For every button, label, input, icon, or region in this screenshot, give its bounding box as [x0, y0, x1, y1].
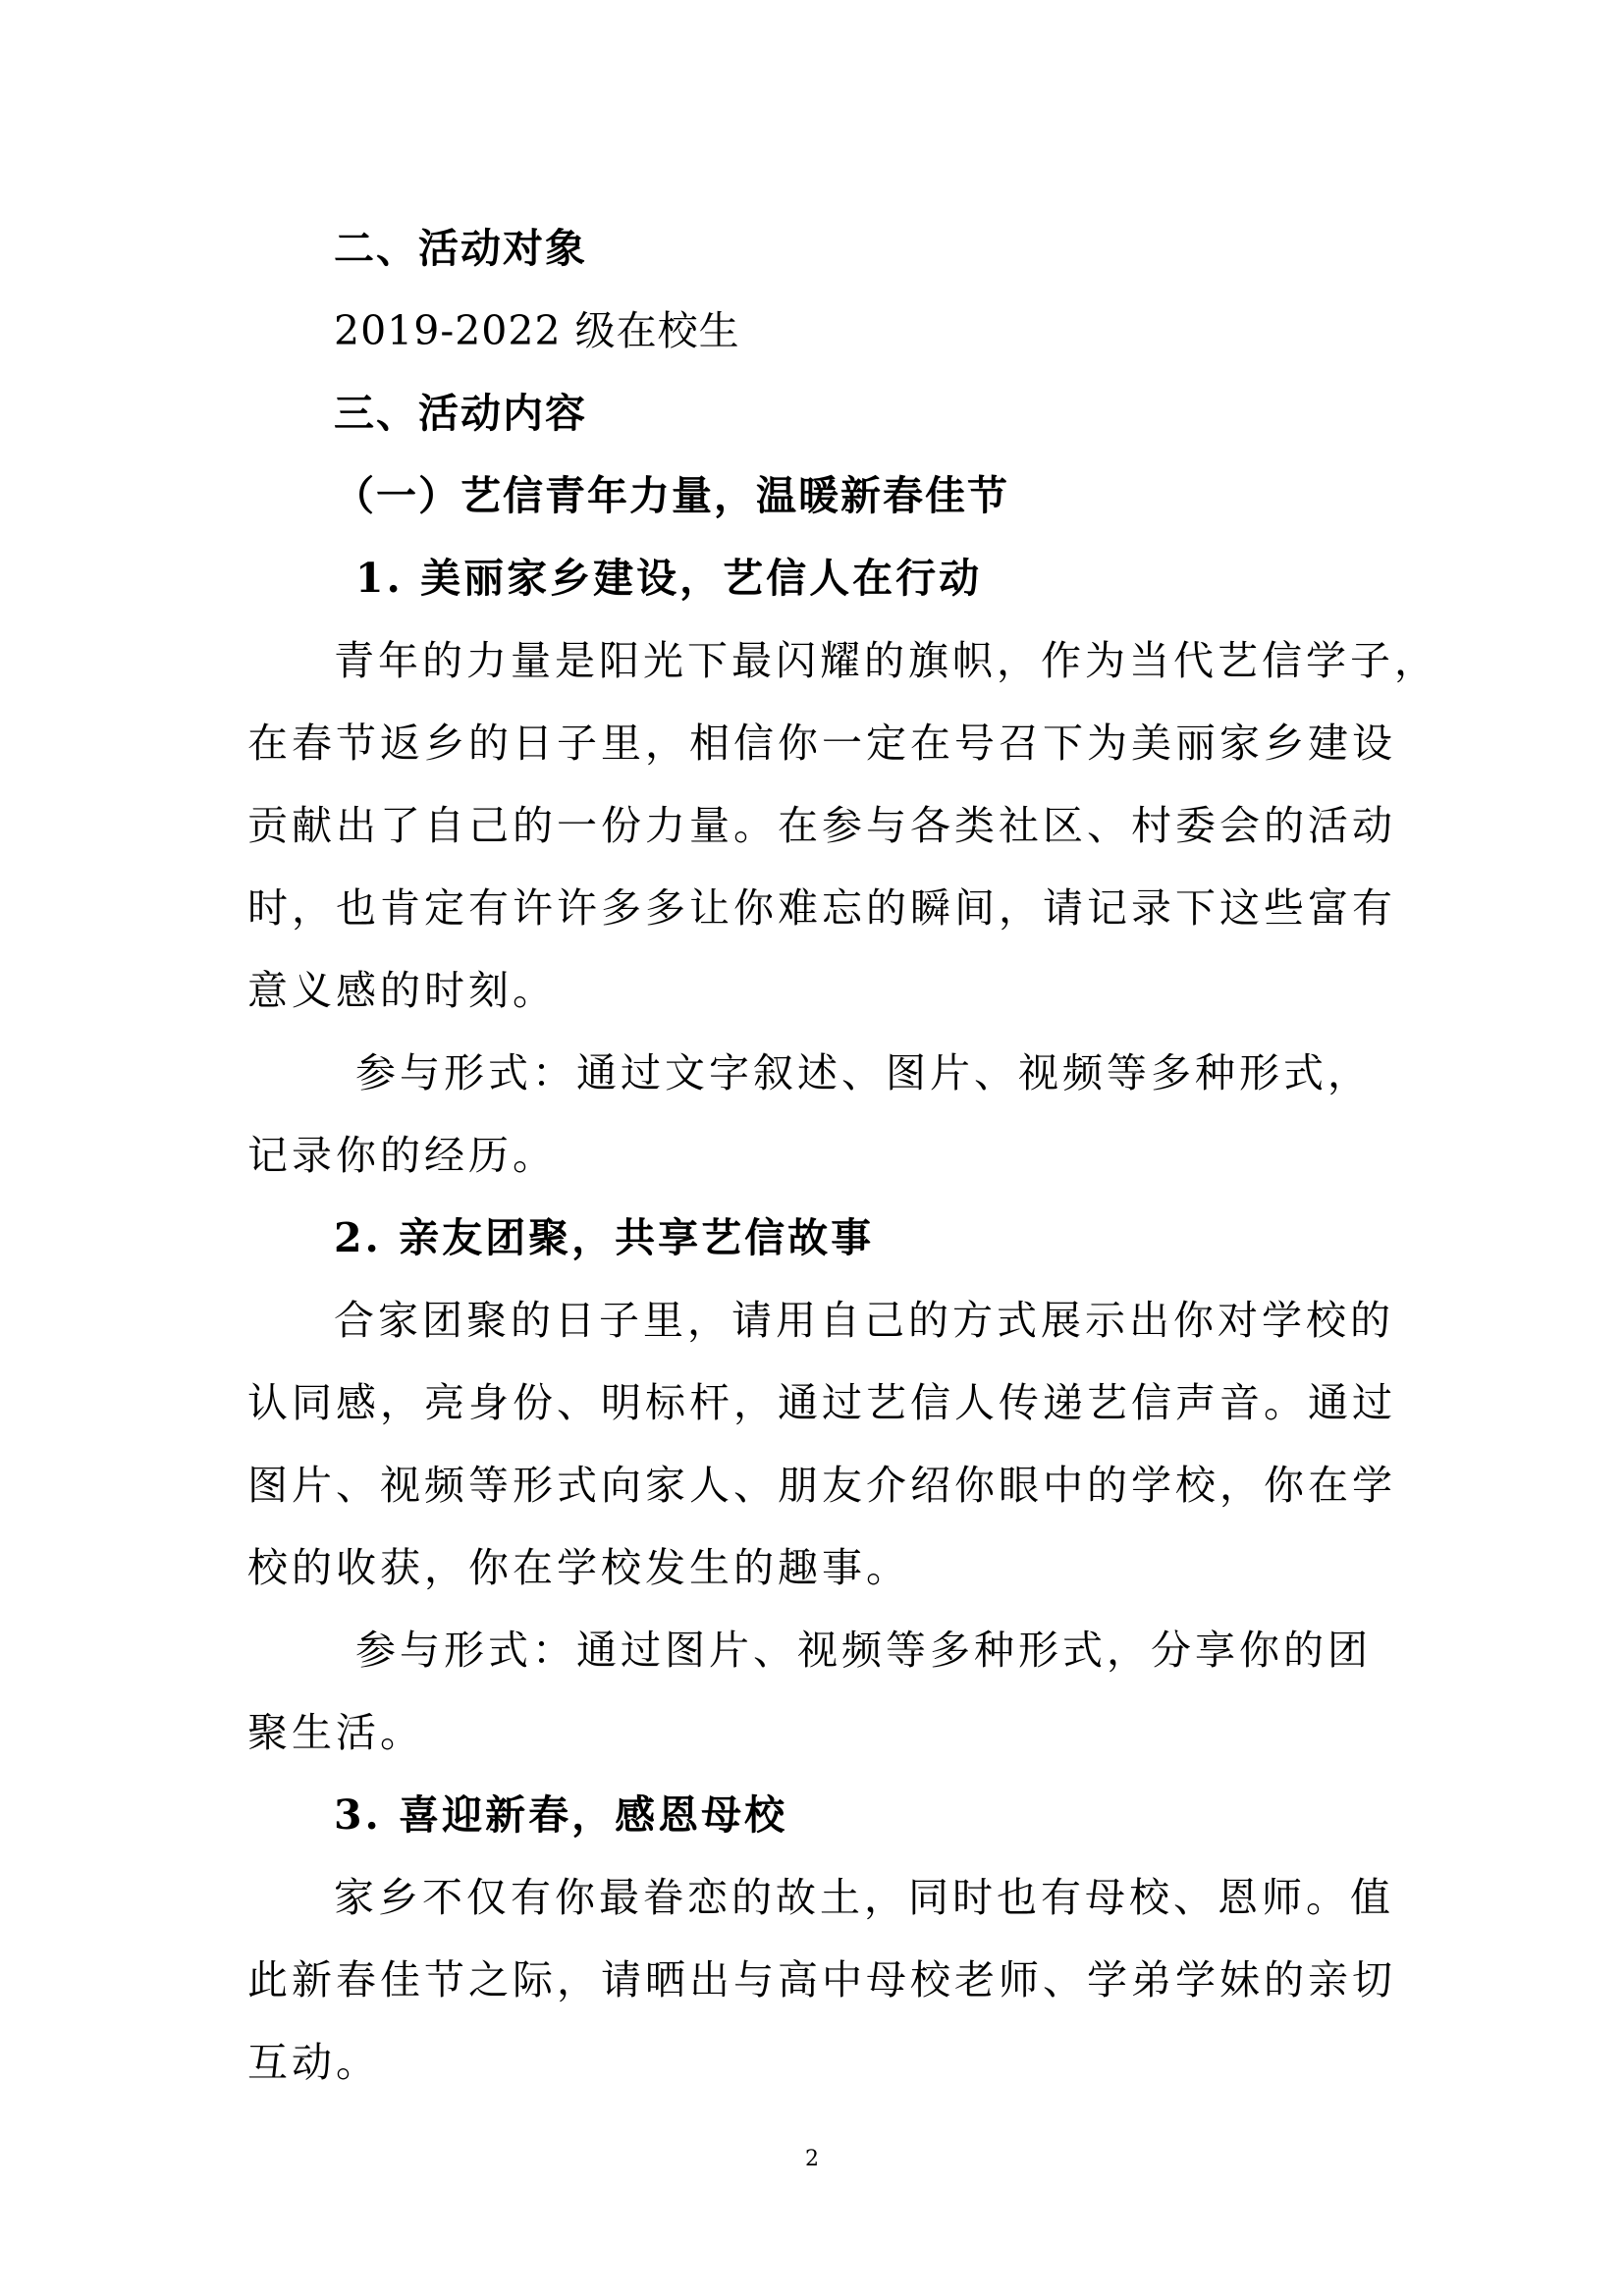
item-1-heading: 1. 美丽家乡建设，艺信人在行动	[355, 555, 983, 602]
item-1-form-line: 参与形式：通过文字叙述、图片、视频等多种形式，	[355, 1049, 1372, 1096]
item-2-form-line: 参与形式：通过图片、视频等多种形式，分享你的团	[355, 1627, 1372, 1674]
item-3-paragraph-line: 此新春佳节之际，请晒出与高中母校老师、学弟学妹的亲切	[247, 1956, 1396, 2003]
item-2-paragraph-line: 图片、视频等形式向家人、朋友介绍你眼中的学校，你在学	[247, 1462, 1396, 1509]
item-3-paragraph-line: 互动。	[247, 2039, 380, 2086]
item-1-form-line: 记录你的经历。	[247, 1132, 557, 1179]
item-1-paragraph-line: 贡献出了自己的一份力量。在参与各类社区、村委会的活动	[247, 802, 1396, 849]
page-number: 2	[805, 2147, 819, 2171]
item-1-paragraph-line: 意义感的时刻。	[247, 967, 557, 1014]
section-2-heading: 二、活动对象	[334, 225, 587, 272]
item-1-paragraph-line: 时，也肯定有许许多多让你难忘的瞬间，请记录下这些富有	[247, 884, 1396, 932]
part-1-heading: （一）艺信青年力量，温暖新春佳节	[334, 472, 1009, 519]
section-2-text: 2019-2022 级在校生	[334, 307, 740, 354]
item-3-heading: 3. 喜迎新春，感恩母校	[334, 1791, 788, 1839]
item-2-paragraph-line: 认同感，亮身份、明标杆，通过艺信人传递艺信声音。通过	[247, 1379, 1396, 1426]
item-3-paragraph-line: 家乡不仅有你最眷恋的故土，同时也有母校、恩师。值	[334, 1874, 1394, 1921]
section-3-heading: 三、活动内容	[334, 390, 587, 437]
item-2-paragraph-line: 校的收获，你在学校发生的趣事。	[247, 1544, 910, 1591]
item-2-heading: 2. 亲友团聚，共享艺信故事	[334, 1214, 875, 1261]
item-1-paragraph-line: 青年的力量是阳光下最闪耀的旗帜，作为当代艺信学子，	[334, 637, 1438, 684]
item-1-paragraph-line: 在春节返乡的日子里，相信你一定在号召下为美丽家乡建设	[247, 720, 1396, 767]
item-2-paragraph-line: 合家团聚的日子里，请用自己的方式展示出你对学校的	[334, 1297, 1394, 1344]
item-2-form-line: 聚生活。	[247, 1709, 424, 1756]
